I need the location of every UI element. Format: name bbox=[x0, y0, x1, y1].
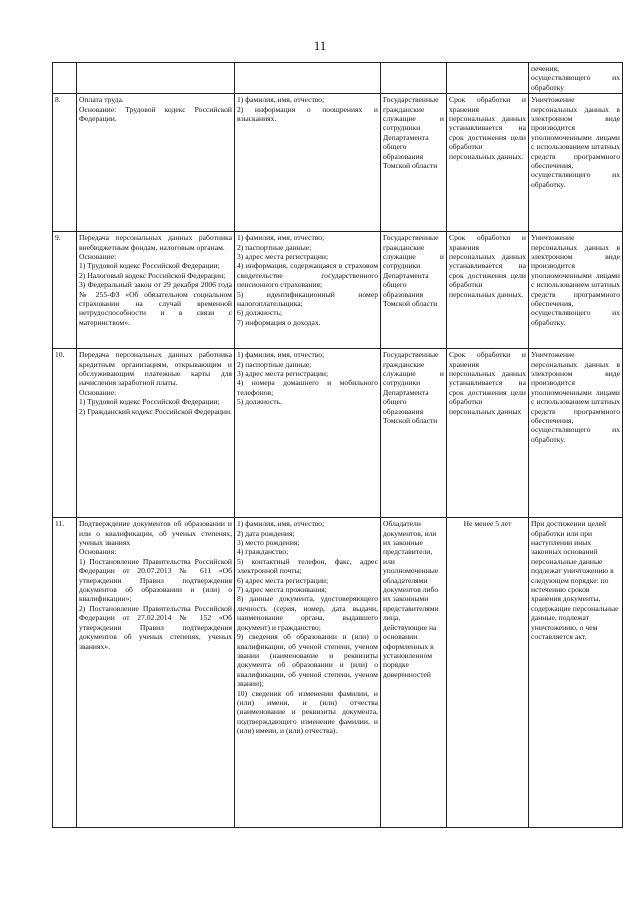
destroy-cell: Уничтожение персональных данных в электронном виде производится уполномоченными лицами с использованием штатных средств программного обеспечения, осуществляющего их обработку. bbox=[529, 349, 623, 518]
data-list-cell bbox=[235, 63, 381, 94]
data-list-cell bbox=[235, 232, 381, 349]
data-item: 4) информация, содержащаяся в страховом свидетельстве государственного пенсионного страхования; bbox=[237, 261, 378, 290]
period-cell: Срок обработки и хранения персональных данных устанавливается на срок достижения цели обработки персональных данных bbox=[447, 349, 529, 518]
data-item: 10) сведения об изменении фамилии, и (или) имени, и (или) отчества (наименование и реквизиты документа, подтверждающего изменение фамилии, и (или) имени, и (или) отчества). bbox=[237, 688, 378, 736]
period-cell: Срок обработки и хранения персональных данных устанавливается на срок достижения цели обработки персональных данных. bbox=[447, 94, 529, 232]
subjects-cell: Государственные гражданские служащие и сотрудники Департамента общего образования Томской области bbox=[381, 94, 447, 232]
subjects-cell: Обладатели документов, или их законные представители, или уполномоченные обладателями документов либо их законными представителями лица, действующие на основании оформленных в установленном порядке доверенностей bbox=[381, 518, 447, 828]
data-item: 7) информация о доходах. bbox=[237, 317, 321, 327]
table-row bbox=[53, 349, 623, 518]
data-item: 9) сведения об образовании и (или) о квалификации, об ученой степени, ученом звании (наименование и реквизиты документа об образовании и (или) о квалификации, об ученой степени, ученом звании); bbox=[237, 632, 378, 689]
data-item: 6) адрес места регистрации; bbox=[237, 575, 329, 585]
table-row bbox=[53, 518, 623, 828]
subjects-cell: Государственные гражданские служащие и сотрудники Департамента общего образования Томской области bbox=[381, 349, 447, 518]
destroy-cell: При достижении целей обработки или при наступлении иных законных оснований персональные данные подлежат уничтожению в следующем порядке: по истечению сроков хранения документы, содержащие персональные данные, подлежат уничтожению, о чем составляется акт. bbox=[529, 518, 623, 828]
data-item: 3) адрес места регистрации; bbox=[237, 252, 329, 262]
data-item: 3) место рождения; bbox=[237, 538, 300, 548]
data-item: 5) контактный телефон, факс, адрес электронной почты; bbox=[237, 556, 378, 576]
data-item: 2) информация о поощрениях и взысканиях. bbox=[237, 104, 378, 124]
data-item: 3) адрес места регистрации; bbox=[237, 369, 329, 379]
data-item: 1) фамилия, имя, отчество; bbox=[237, 95, 325, 105]
purpose-cell bbox=[77, 63, 235, 94]
purpose-cell: Оплата труда. Основание: Трудовой кодекс Российской Федерации. bbox=[77, 94, 235, 232]
data-item: 1) фамилия, имя, отчество; bbox=[237, 233, 325, 243]
data-item: 4) гражданство; bbox=[237, 547, 289, 557]
data-item: 2) дата рождения; bbox=[237, 528, 295, 538]
row-number-cell: 10. bbox=[53, 349, 77, 518]
purpose-cell: Передача персональных данных работника внебюджетным фондам, налоговым органам. Основание: 1) Трудовой кодекс Российской Федерации; 2) Налоговый кодекс Российской Федерации; 3) Федеральный закон от 29 декабря 2006 года № 255-ФЗ «Об обязательном социальном страховании на случай временной нетрудоспособности и в связи с материнством». bbox=[77, 232, 235, 349]
data-item: 1) фамилия, имя, отчество; bbox=[237, 519, 325, 529]
period-cell bbox=[447, 63, 529, 94]
data-item: 1) фамилия, имя, отчество; bbox=[237, 350, 325, 360]
data-item: 4) номера домашнего и мобильного телефонов; bbox=[237, 378, 378, 397]
data-item: 8) данные документа, удостоверяющего личность (серия, номер, дата выдачи, наименование органа, выдавшего документ) и гражданство; bbox=[237, 594, 378, 632]
table-row bbox=[53, 232, 623, 349]
purpose-cell: Передача персональных данных работника кредитным организациям, открывающим и обслуживающим платежные карты для начисления заработной платы. Основание: 1) Трудовой кодекс Российской Федерации; 2) Гражданский кодекс Российской Федерации. bbox=[77, 349, 235, 518]
data-item: 2) паспортные данные; bbox=[237, 242, 312, 252]
subjects-cell bbox=[381, 63, 447, 94]
period-cell: Не менее 5 лет bbox=[447, 518, 529, 828]
data-item: 7) адрес места проживания; bbox=[237, 585, 327, 595]
row-number-cell bbox=[53, 63, 77, 94]
destroy-cell: Уничтожение персональных данных в электронном виде производится уполномоченными лицами с использованием штатных средств программного обеспечения, осуществляющего их обработку. bbox=[529, 94, 623, 232]
page-number: 11 bbox=[313, 38, 327, 53]
row-number-cell: 9. bbox=[53, 232, 77, 349]
data-item: 2) паспортные данные; bbox=[237, 359, 312, 369]
table-row bbox=[53, 63, 623, 94]
data-list-cell bbox=[235, 94, 381, 232]
subjects-cell: Государственные гражданские служащие и сотрудники Департамента общего образования Томской области bbox=[381, 232, 447, 349]
destroy-cell: печения, осуществляющего их обработку bbox=[529, 63, 623, 94]
row-number-cell: 11. bbox=[53, 518, 77, 828]
data-item: 5) идентификационный номер налогоплательщика; bbox=[237, 289, 378, 309]
personal-data-table bbox=[52, 62, 623, 828]
period-cell: Срок обработки и хранения персональных данных устанавливается на срок достижения цели обработки персональных данных. bbox=[447, 232, 529, 349]
purpose-cell: Подтверждение документов об образовании и или о квалификации, об ученых степенях, ученых званиях Основания: 1) Постановление Правительства Российской Федерации от 20.07.2013 № 611 «Об утверждении Правил подтверждения документов об образовании и (или) о квалификации»; 2) Постановление Правительства Российской Федерации от 27.02.2014 № 152 «Об утверждении Правил подтверждения документов об ученых степенях, ученых званиях». bbox=[77, 518, 235, 828]
data-item: 5) должность. bbox=[237, 397, 282, 407]
data-list-cell bbox=[235, 518, 381, 828]
data-list-cell bbox=[235, 349, 381, 518]
data-item: 6) должность; bbox=[237, 308, 283, 318]
destroy-cell: Уничтожение персональных данных в электронном виде производится уполномоченными лицами с использованием штатных средств программного обеспечения, осуществляющего их обработку. bbox=[529, 232, 623, 349]
row-number-cell: 8. bbox=[53, 94, 77, 232]
table-row bbox=[53, 94, 623, 232]
